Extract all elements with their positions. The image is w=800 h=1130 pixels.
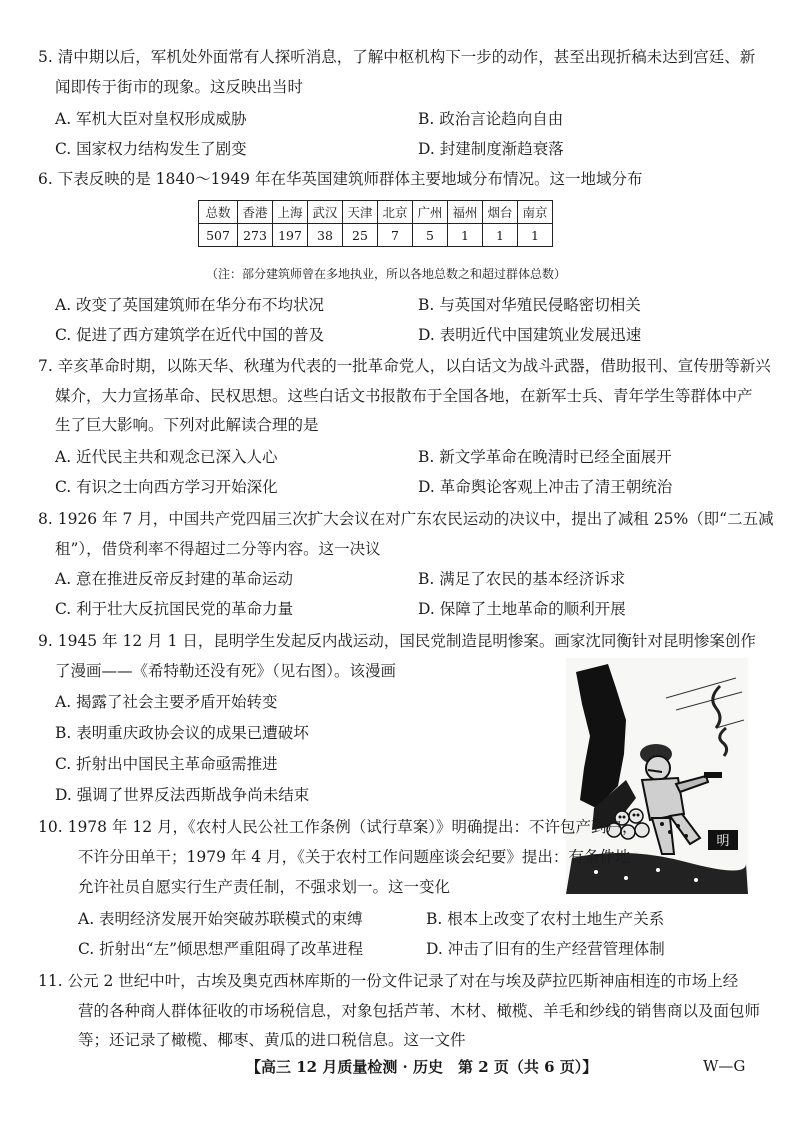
table-header-cell: 上海 (273, 201, 308, 224)
table-note: （注：部分建筑师曾在多地执业，所以各地总数之和超过群体总数） (206, 267, 567, 281)
q7-stem-line2: 媒介，大力宣扬革命、民权思想。这些白话文书报散布于全国各地，在新军士兵、青年学生等群体中产 (55, 387, 753, 405)
table-header-cell: 北京 (378, 201, 413, 224)
q5-option-b: B. 政治言论趋向自由 (418, 110, 564, 128)
table-value-cell: 1 (448, 224, 483, 247)
q5-option-a: A. 军机大臣对皇权形成威胁 (55, 110, 247, 128)
table-header-cell: 福州 (448, 201, 483, 224)
q6-option-b: B. 与英国对华殖民侵略密切相关 (418, 296, 641, 314)
q8-stem-line1: 8. 1926 年 7 月，中国共产党四届三次扩大会议在对广东农民运动的决议中，提出了减租 25%（即“二五减 (38, 510, 774, 528)
q10-option-c: C. 折射出“左”倾思想严重阻碍了改革进程 (78, 940, 364, 958)
q11-stem-line1: 11. 公元 2 世纪中叶，古埃及奥克西林库斯的一份文件记录了对在与埃及萨拉匹斯神庙相连的市场上经 (38, 972, 739, 990)
q7-stem-line1: 7. 辛亥革命时期，以陈天华、秋瑾为代表的一批革命党人，以白话文为战斗武器，借助报刊、宣传册等新兴 (38, 357, 771, 375)
q8-option-c: C. 利于壮大反抗国民党的革命力量 (55, 600, 294, 618)
q11-stem-line2: 营的各种商人群体征收的市场税信息，对象包括芦苇、木材、橄榄、羊毛和纱线的销售商以及面包师 (78, 1002, 761, 1020)
table-header-cell: 南京 (518, 201, 553, 224)
q10-stem-line3: 允许社员自愿实行生产责任制，不强求划一。这一变化 (78, 878, 451, 896)
q8-option-d: D. 保障了土地革命的顺利开展 (418, 600, 626, 618)
q5-option-c: C. 国家权力结构发生了剧变 (55, 140, 247, 158)
q10-option-d: D. 冲击了旧有的生产经营管理体制 (426, 940, 665, 958)
q7-option-d: D. 革命舆论客观上冲击了清王朝统治 (418, 478, 673, 496)
architect-distribution-table (198, 200, 553, 247)
table-header-cell: 总数 (199, 201, 238, 224)
page-footer: 【高三 12 月质量检测 · 历史 第 2 页（共 6 页）】 (246, 1058, 598, 1076)
table-header-cell: 天津 (343, 201, 378, 224)
table-value-cell: 38 (308, 224, 343, 247)
q7-option-b: B. 新文学革命在晚清时已经全面展开 (418, 448, 672, 466)
cartoon-signature: 明 (716, 834, 730, 849)
table-value-cell: 273 (238, 224, 273, 247)
q5-option-d: D. 封建制度渐趋衰落 (418, 140, 564, 158)
q9-stem-line2: 了漫画——《希特勒还没有死》（见右图）。该漫画 (55, 662, 397, 680)
table-header-cell: 香港 (238, 201, 273, 224)
table-header-row (199, 201, 553, 224)
q7-option-a: A. 近代民主共和观念已深入人心 (55, 448, 278, 466)
table-header-cell: 烟台 (483, 201, 518, 224)
q8-stem-line2: 租”），借贷利率不得超过二分等内容。这一决议 (55, 540, 381, 558)
q9-option-d: D. 强调了世界反法西斯战争尚未结束 (55, 786, 310, 804)
table-header-cell: 广州 (413, 201, 448, 224)
q10-stem-line2: 不许分田单干；1979 年 4 月，《关于农村工作问题座谈会纪要》提出：有条件地 (78, 848, 631, 866)
q9-option-c: C. 折射出中国民主革命亟需推进 (55, 755, 278, 773)
q6-stem-line1: 6. 下表反映的是 1840～1949 年在华英国建筑师群体主要地域分布情况。这一地域分布 (38, 170, 643, 188)
table-value-cell: 25 (343, 224, 378, 247)
q9-stem-line1: 9. 1945 年 12 月 1 日，昆明学生发起反内战运动，国民党制造昆明惨案。画家沈同衡针对昆明惨案创作 (38, 632, 756, 650)
table-value-cell: 197 (273, 224, 308, 247)
q11-stem-line3: 等；还记录了橄榄、椰枣、黄瓜的进口税信息。这一文件 (78, 1031, 466, 1049)
q5-stem-line2: 闻即传于街市的现象。这反映出当时 (55, 78, 304, 96)
table-value-row (199, 224, 553, 247)
q8-option-a: A. 意在推进反帝反封建的革命运动 (55, 570, 294, 588)
q6-option-a: A. 改变了英国建筑师在华分布不均状况 (55, 296, 325, 314)
q9-option-b: B. 表明重庆政协会议的成果已遭破坏 (55, 724, 309, 742)
table-value-cell: 7 (378, 224, 413, 247)
q10-stem-line1: 10. 1978 年 12 月，《农村人民公社工作条例（试行草案）》明确提出：不许包产到户， (38, 818, 638, 836)
q10-option-b: B. 根本上改变了农村土地生产关系 (426, 910, 665, 928)
q8-option-b: B. 满足了农民的基本经济诉求 (418, 570, 626, 588)
paper-code: W—G (703, 1057, 746, 1075)
q6-option-c: C. 促进了西方建筑学在近代中国的普及 (55, 326, 325, 344)
q5-stem-line1: 5. 清中期以后，军机处外面常有人探听消息，了解中枢机构下一步的动作，甚至出现折稿未达到宫廷、新 (38, 48, 756, 66)
table-value-cell: 5 (413, 224, 448, 247)
q9-option-a: A. 揭露了社会主要矛盾开始转变 (55, 693, 278, 711)
table-value-cell: 1 (483, 224, 518, 247)
q6-option-d: D. 表明近代中国建筑业发展迅速 (418, 326, 642, 344)
table-header-cell: 武汉 (308, 201, 343, 224)
q7-option-c: C. 有识之士向西方学习开始深化 (55, 478, 278, 496)
table-value-cell: 507 (199, 224, 238, 247)
table-value-cell: 1 (518, 224, 553, 247)
q10-option-a: A. 表明经济发展开始突破苏联模式的束缚 (78, 910, 363, 928)
q7-stem-line3: 生了巨大影响。下列对此解读合理的是 (55, 416, 319, 434)
